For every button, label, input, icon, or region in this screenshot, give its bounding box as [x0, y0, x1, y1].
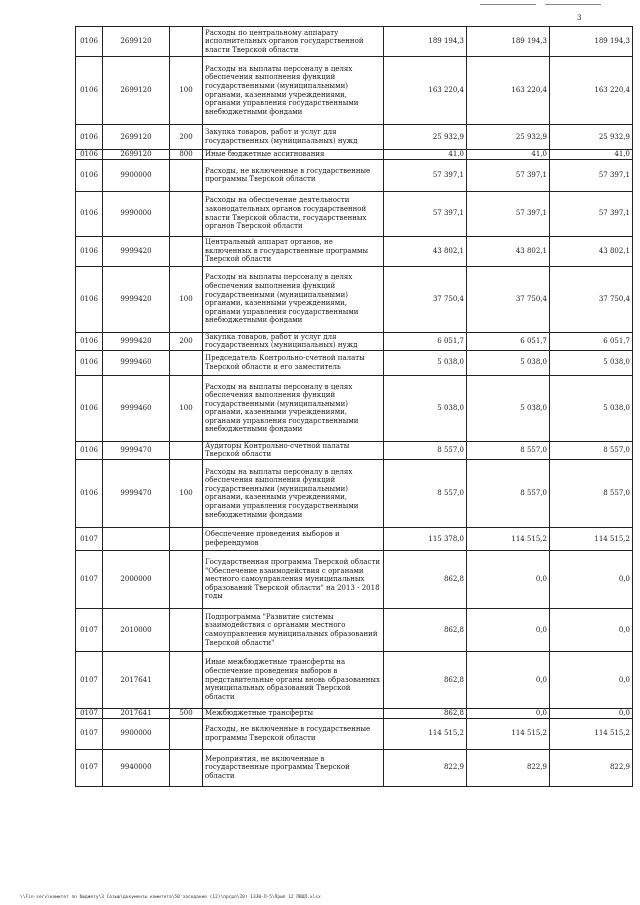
section-code-cell: 0106	[76, 27, 103, 57]
expense-name-cell: Расходы на выплаты персоналу в целях обеспечения выполнения функций государственными (муниципальными) органами, казенными учреждениями, органами управления государственными внебюджетными фондами	[203, 266, 384, 332]
amount-col1-cell: 5 038,0	[384, 350, 467, 375]
amount-col3-cell: 114 515,2	[550, 527, 633, 550]
table-row	[76, 749, 633, 786]
amount-col2-cell: 37 750,4	[467, 266, 550, 332]
amount-col3-cell: 5 038,0	[550, 350, 633, 375]
article-code-cell: 9900000	[103, 159, 170, 191]
amount-col2-cell: 0,0	[467, 550, 550, 608]
amount-col2-cell: 41,0	[467, 150, 550, 160]
table-row	[76, 375, 633, 441]
table-row	[76, 550, 633, 608]
amount-col2-cell: 0,0	[467, 608, 550, 651]
section-code-cell: 0106	[76, 57, 103, 125]
amount-col1-cell: 8 557,0	[384, 459, 467, 527]
article-code-cell: 9999420	[103, 236, 170, 266]
table-row	[76, 441, 633, 459]
section-code-cell: 0107	[76, 527, 103, 550]
top-rule-left	[480, 4, 536, 5]
article-code-cell: 9999420	[103, 266, 170, 332]
amount-col1-cell: 862,8	[384, 708, 467, 718]
expense-name-cell: Расходы на выплаты персоналу в целях обеспечения выполнения функций государственными (муниципальными) органами, казенными учреждениями, органами управления государственными внебюджетными фондами	[203, 459, 384, 527]
section-code-cell: 0106	[76, 125, 103, 150]
section-code-cell: 0106	[76, 375, 103, 441]
amount-col3-cell: 0,0	[550, 708, 633, 718]
section-code-cell: 0106	[76, 350, 103, 375]
table-row	[76, 718, 633, 749]
section-code-cell: 0106	[76, 441, 103, 459]
budget-table-body	[76, 27, 633, 787]
table-row	[76, 266, 633, 332]
expense-type-cell: 100	[170, 459, 203, 527]
expense-type-cell: 200	[170, 125, 203, 150]
amount-col1-cell: 862,8	[384, 608, 467, 651]
expense-type-cell: 500	[170, 708, 203, 718]
section-code-cell: 0106	[76, 459, 103, 527]
article-code-cell: 9990000	[103, 191, 170, 236]
expense-name-cell: Закупка товаров, работ и услуг для государственных (муниципальных) нужд	[203, 125, 384, 150]
section-code-cell: 0107	[76, 608, 103, 651]
amount-col1-cell: 862,8	[384, 550, 467, 608]
expense-type-cell: 200	[170, 332, 203, 350]
amount-col3-cell: 5 038,0	[550, 375, 633, 441]
article-code-cell: 2699120	[103, 125, 170, 150]
table-row	[76, 27, 633, 57]
amount-col3-cell: 8 557,0	[550, 441, 633, 459]
expense-name-cell: Иные межбюджетные трансферты на обеспечение проведения выборов в представительные органы вновь образованных муниципальных образований Тверской области	[203, 651, 384, 708]
amount-col3-cell: 57 397,1	[550, 159, 633, 191]
amount-col1-cell: 5 038,0	[384, 375, 467, 441]
section-code-cell: 0106	[76, 236, 103, 266]
expense-name-cell: Подпрограмма "Развитие системы взаимодействия с органами местного самоуправления муниципальных образований Тверской области"	[203, 608, 384, 651]
amount-col2-cell: 5 038,0	[467, 375, 550, 441]
amount-col3-cell: 41,0	[550, 150, 633, 160]
table-row	[76, 350, 633, 375]
amount-col2-cell: 25 932,9	[467, 125, 550, 150]
article-code-cell: 2699120	[103, 27, 170, 57]
top-rule-right	[545, 4, 601, 5]
section-code-cell: 0107	[76, 749, 103, 786]
budget-table	[75, 26, 633, 787]
amount-col2-cell: 43 802,1	[467, 236, 550, 266]
amount-col3-cell: 114 515,2	[550, 718, 633, 749]
amount-col1-cell: 37 750,4	[384, 266, 467, 332]
expense-name-cell: Обеспечение проведения выборов и референдумов	[203, 527, 384, 550]
expense-type-cell	[170, 749, 203, 786]
amount-col2-cell: 8 557,0	[467, 441, 550, 459]
expense-name-cell: Расходы, не включенные в государственные программы Тверской области	[203, 159, 384, 191]
section-code-cell: 0106	[76, 266, 103, 332]
table-row	[76, 708, 633, 718]
expense-type-cell: 100	[170, 375, 203, 441]
footer-file-path: \\Fin-serv\комитет по бюджету\3 Созыв\документы комитета\50 заседание (12)\прсрл\20) 1330-П-5\Прил 12 ПВЦП.xlsx	[20, 895, 321, 900]
amount-col3-cell: 8 557,0	[550, 459, 633, 527]
amount-col1-cell: 41,0	[384, 150, 467, 160]
amount-col3-cell: 37 750,4	[550, 266, 633, 332]
expense-name-cell: Закупка товаров, работ и услуг для государственных (муниципальных) нужд	[203, 332, 384, 350]
expense-name-cell: Государственная программа Тверской области "Обеспечение взаимодействия с органами местного самоуправления муниципальных образований Тверской области" на 2013 - 2018 годы	[203, 550, 384, 608]
article-code-cell: 2017641	[103, 708, 170, 718]
article-code-cell: 9999460	[103, 375, 170, 441]
article-code-cell: 9999470	[103, 459, 170, 527]
amount-col2-cell: 114 515,2	[467, 718, 550, 749]
expense-name-cell: Расходы, не включенные в государственные программы Тверской области	[203, 718, 384, 749]
amount-col2-cell: 163 220,4	[467, 57, 550, 125]
article-code-cell: 2000000	[103, 550, 170, 608]
amount-col3-cell: 189 194,3	[550, 27, 633, 57]
amount-col1-cell: 57 397,1	[384, 159, 467, 191]
section-code-cell: 0107	[76, 651, 103, 708]
amount-col2-cell: 5 038,0	[467, 350, 550, 375]
section-code-cell: 0106	[76, 332, 103, 350]
table-row	[76, 57, 633, 125]
amount-col3-cell: 57 397,1	[550, 191, 633, 236]
expense-name-cell: Межбюджетные трансферты	[203, 708, 384, 718]
table-row	[76, 159, 633, 191]
expense-name-cell: Центральный аппарат органов, не включенных в государственные программы Тверской области	[203, 236, 384, 266]
amount-col3-cell: 43 802,1	[550, 236, 633, 266]
amount-col1-cell: 189 194,3	[384, 27, 467, 57]
article-code-cell: 2017641	[103, 651, 170, 708]
amount-col3-cell: 25 932,9	[550, 125, 633, 150]
amount-col2-cell: 189 194,3	[467, 27, 550, 57]
table-row	[76, 332, 633, 350]
expense-type-cell	[170, 441, 203, 459]
expense-name-cell: Председатель Контрольно-счетной палаты Тверской области и его заместитель	[203, 350, 384, 375]
table-row	[76, 651, 633, 708]
article-code-cell: 2699120	[103, 150, 170, 160]
amount-col2-cell: 6 051,7	[467, 332, 550, 350]
expense-type-cell: 100	[170, 266, 203, 332]
expense-type-cell	[170, 27, 203, 57]
expense-type-cell: 100	[170, 57, 203, 125]
expense-name-cell: Расходы на выплаты персоналу в целях обеспечения выполнения функций государственными (муниципальными) органами, казенными учреждениями, органами управления государственными внебюджетными фондами	[203, 57, 384, 125]
expense-name-cell: Расходы по центральному аппарату исполнительных органов государственной власти Тверской области	[203, 27, 384, 57]
amount-col3-cell: 0,0	[550, 608, 633, 651]
amount-col1-cell: 25 932,9	[384, 125, 467, 150]
amount-col1-cell: 57 397,1	[384, 191, 467, 236]
section-code-cell: 0107	[76, 718, 103, 749]
amount-col1-cell: 163 220,4	[384, 57, 467, 125]
amount-col2-cell: 57 397,1	[467, 191, 550, 236]
expense-name-cell: Расходы на обеспечение деятельности законодательных органов государственной власти Тверской области, государственных органов Тверской области	[203, 191, 384, 236]
page-number: 3	[577, 14, 582, 22]
table-row	[76, 125, 633, 150]
expense-type-cell	[170, 350, 203, 375]
amount-col2-cell: 0,0	[467, 651, 550, 708]
amount-col3-cell: 0,0	[550, 550, 633, 608]
article-code-cell: 9900000	[103, 718, 170, 749]
section-code-cell: 0106	[76, 159, 103, 191]
amount-col1-cell: 862,8	[384, 651, 467, 708]
amount-col1-cell: 43 802,1	[384, 236, 467, 266]
table-row	[76, 608, 633, 651]
expense-type-cell	[170, 608, 203, 651]
article-code-cell: 9940000	[103, 749, 170, 786]
section-code-cell: 0107	[76, 708, 103, 718]
expense-type-cell	[170, 550, 203, 608]
expense-type-cell	[170, 527, 203, 550]
amount-col2-cell: 114 515,2	[467, 527, 550, 550]
table-row	[76, 191, 633, 236]
table-row	[76, 459, 633, 527]
amount-col2-cell: 0,0	[467, 708, 550, 718]
section-code-cell: 0106	[76, 150, 103, 160]
table-row	[76, 236, 633, 266]
article-code-cell: 2699120	[103, 57, 170, 125]
amount-col1-cell: 6 051,7	[384, 332, 467, 350]
amount-col3-cell: 163 220,4	[550, 57, 633, 125]
expense-name-cell: Мероприятия, не включенные в государственные программы Тверской области	[203, 749, 384, 786]
expense-type-cell: 800	[170, 150, 203, 160]
table-row	[76, 150, 633, 160]
article-code-cell: 9999460	[103, 350, 170, 375]
expense-type-cell	[170, 651, 203, 708]
expense-type-cell	[170, 191, 203, 236]
amount-col3-cell: 0,0	[550, 651, 633, 708]
section-code-cell: 0107	[76, 550, 103, 608]
article-code-cell	[103, 527, 170, 550]
amount-col1-cell: 822,9	[384, 749, 467, 786]
expense-name-cell: Расходы на выплаты персоналу в целях обеспечения выполнения функций государственными (муниципальными) органами, казенными учреждениями, органами управления государственными внебюджетными фондами	[203, 375, 384, 441]
section-code-cell: 0106	[76, 191, 103, 236]
amount-col1-cell: 8 557,0	[384, 441, 467, 459]
amount-col2-cell: 8 557,0	[467, 459, 550, 527]
article-code-cell: 2010000	[103, 608, 170, 651]
expense-type-cell	[170, 236, 203, 266]
expense-type-cell	[170, 718, 203, 749]
article-code-cell: 9999420	[103, 332, 170, 350]
expense-name-cell: Аудиторы Контрольно-счетной палаты Тверской области	[203, 441, 384, 459]
amount-col2-cell: 57 397,1	[467, 159, 550, 191]
article-code-cell: 9999470	[103, 441, 170, 459]
amount-col1-cell: 115 378,0	[384, 527, 467, 550]
amount-col3-cell: 822,9	[550, 749, 633, 786]
amount-col3-cell: 6 051,7	[550, 332, 633, 350]
amount-col2-cell: 822,9	[467, 749, 550, 786]
expense-name-cell: Иные бюджетные ассигнования	[203, 150, 384, 160]
table-row	[76, 527, 633, 550]
expense-type-cell	[170, 159, 203, 191]
amount-col1-cell: 114 515,2	[384, 718, 467, 749]
